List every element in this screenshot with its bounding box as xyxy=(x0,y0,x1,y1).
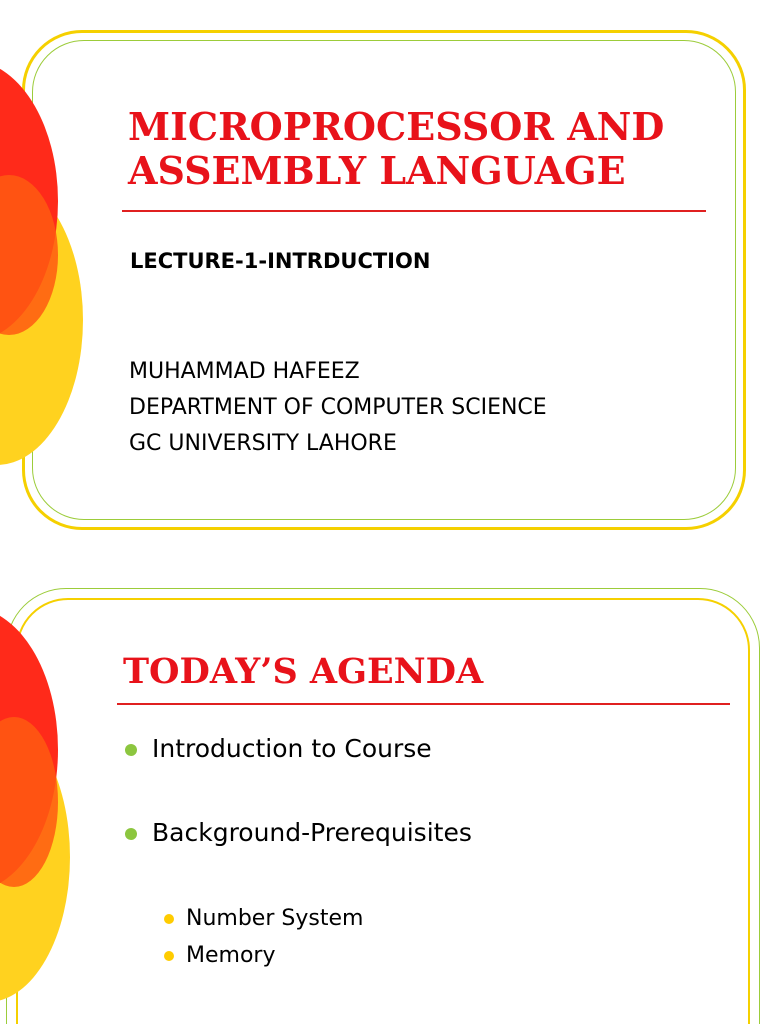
bullet-dot-icon xyxy=(125,744,137,756)
bullet-label: Introduction to Course xyxy=(152,734,432,763)
sub-bullet-label: Memory xyxy=(186,943,276,968)
title-underline xyxy=(122,210,706,212)
author-block xyxy=(129,354,547,462)
agenda-title: TODAY’S AGENDA xyxy=(123,651,484,692)
agenda-title-underline xyxy=(117,703,730,705)
agenda-sub-bullet-list xyxy=(186,900,363,974)
sub-bullet-label: Number System xyxy=(186,906,364,931)
list-item xyxy=(186,937,363,974)
agenda-slide xyxy=(0,572,768,1024)
list-item xyxy=(152,818,472,847)
bullet-dot-icon xyxy=(125,828,137,840)
lecture-subtitle: LECTURE-1-INTRDUCTION xyxy=(130,249,431,273)
department-name: DEPARTMENT OF COMPUTER SCIENCE xyxy=(129,395,547,420)
sub-bullet-dot-icon xyxy=(164,951,174,961)
list-item xyxy=(186,900,363,937)
university-name: GC UNIVERSITY LAHORE xyxy=(129,431,397,456)
author-name: MUHAMMAD HAFEEZ xyxy=(129,359,360,384)
list-item xyxy=(152,734,472,818)
slide-title: MICROPROCESSOR AND ASSEMBLY LANGUAGE xyxy=(128,104,665,194)
bullet-label: Background-Prerequisites xyxy=(152,818,472,847)
agenda-bullet-list xyxy=(152,734,472,847)
sub-bullet-dot-icon xyxy=(164,914,174,924)
